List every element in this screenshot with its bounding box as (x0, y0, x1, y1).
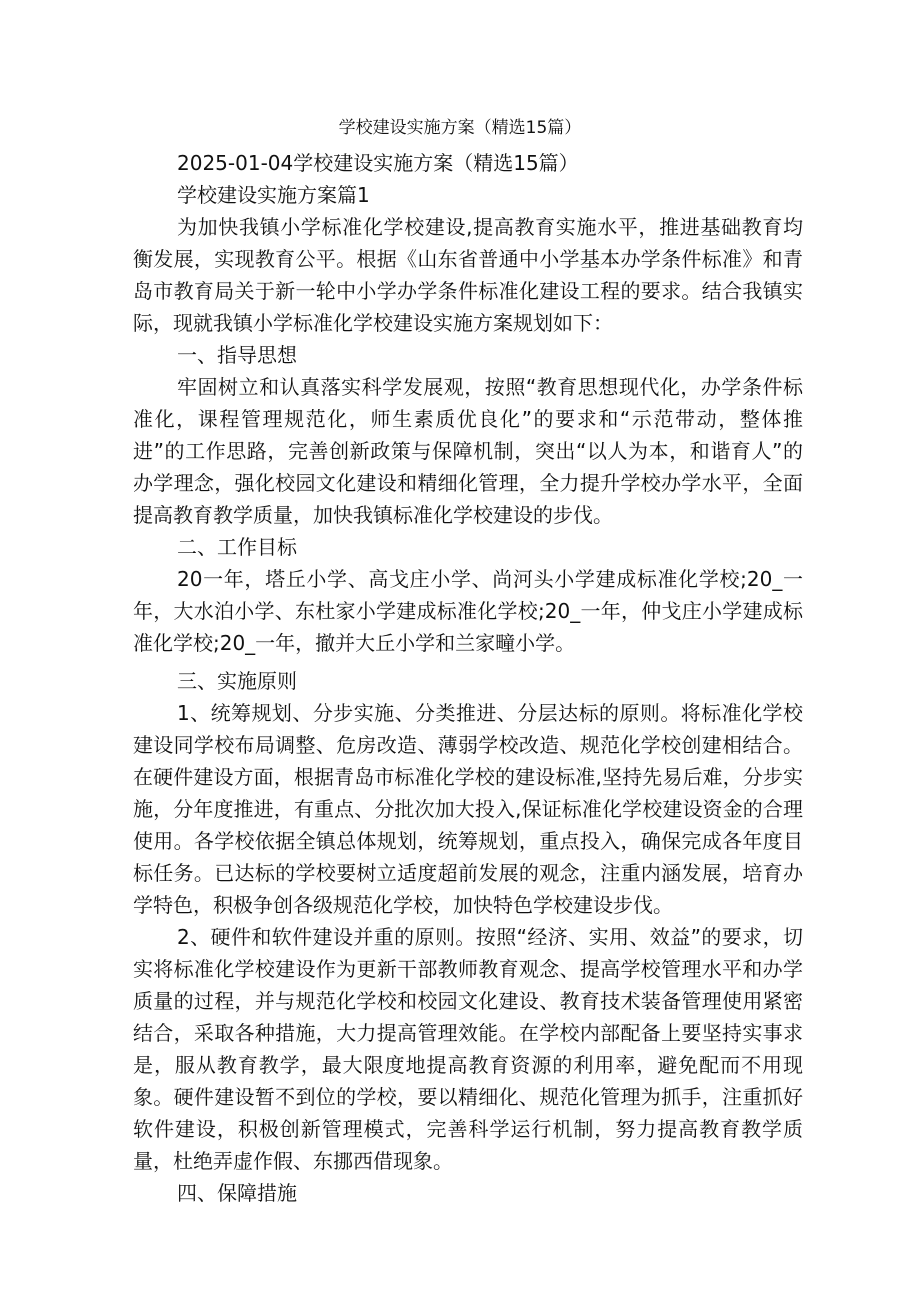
document-body (133, 147, 803, 1209)
paragraph-principle-2: 2、硬件和软件建设并重的原则。按照“经济、实用、效益”的要求，切实将标准化学校建设作为更新干部教师教育观念、提高学校管理水平和办学质量的过程，并与规范化学校和校园文化建设、教育技术装备管理使用紧密结合，采取各种措施，大力提高管理效能。在学校内部配备上要坚持实事求是，服从教育教学，最大限度地提高教育资源的利用率，避免配而不用现象。硬件建设暂不到位的学校，要以精细化、规范化管理为抓手，注重抓好软件建设，积极创新管理模式，完善科学运行机制，努力提高教育教学质量，杜绝弄虚作假、东挪西借现象。 (133, 925, 803, 1173)
paragraph-work-goals: 20一年，塔丘小学、高戈庄小学、尚河头小学建成标准化学校;20_一年，大水泊小学、东杜家小学建成标准化学校;20_一年，仲戈庄小学建成标准化学校;20_一年，撤并大丘小学和兰家疃小学。 (133, 567, 803, 655)
heading-safeguards: 四、保障措施 (177, 1181, 297, 1205)
heading-principles: 三、实施原则 (177, 669, 297, 693)
paragraph-guiding-ideology: 牢固树立和认真落实科学发展观，按照“教育思想现代化，办学条件标准化，课程管理规范化，师生素质优良化”的要求和“示范带动，整体推进”的工作思路，完善创新政策与保障机制，突出“以人为本，和谐育人”的办学理念，强化校园文化建设和精细化管理，全力提升学校办学水平，全面提高教育教学质量，加快我镇标准化学校建设的步伐。 (133, 375, 803, 527)
heading-guiding-ideology: 一、指导思想 (177, 343, 297, 367)
heading-work-goals: 二、工作目标 (177, 535, 297, 559)
intro-paragraph: 为加快我镇小学标准化学校建设,提高教育实施水平，推进基础教育均衡发展，实现教育公平。根据《山东省普通中小学基本办学条件标准》和青岛市教育局关于新一轮中小学办学条件标准化建设工程的要求。结合我镇实际，现就我镇小学标准化学校建设实施方案规划如下： (133, 215, 803, 335)
date-line: 2025-01-04学校建设实施方案（精选15篇） (177, 151, 579, 175)
document-title: 学校建设实施方案（精选15篇） (338, 118, 582, 138)
section-title: 学校建设实施方案篇1 (177, 183, 370, 207)
paragraph-principle-1: 1、统筹规划、分步实施、分类推进、分层达标的原则。将标准化学校建设同学校布局调整、危房改造、薄弱学校改造、规范化学校创建相结合。在硬件建设方面，根据青岛市标准化学校的建设标准,坚持先易后难，分步实施，分年度推进，有重点、分批次加大投入,保证标准化学校建设资金的合理使用。各学校依据全镇总体规划，统筹规划，重点投入，确保完成各年度目标任务。已达标的学校要树立适度超前发展的观念，注重内涵发展，培育办学特色，积极争创各级规范化学校，加快特色学校建设步伐。 (133, 701, 803, 917)
